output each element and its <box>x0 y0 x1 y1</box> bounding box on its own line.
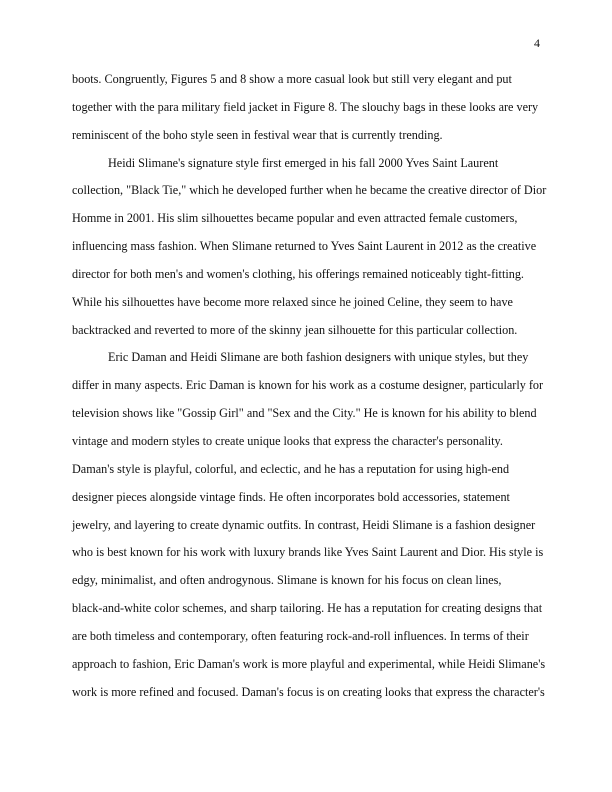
text-line: black-and-white color schemes, and sharp tailoring. He has a reputation for creating designs that <box>72 601 543 616</box>
text-line: differ in many aspects. Eric Daman is known for his work as a costume designer, particularly for <box>72 378 544 393</box>
text-line: Homme in 2001. His slim silhouettes became popular and even attracted female customers, <box>72 211 518 226</box>
text-line: While his silhouettes have become more relaxed since he joined Celine, they seem to have <box>72 294 513 309</box>
text-line: Eric Daman and Heidi Slimane are both fashion designers with unique styles, but they <box>108 350 529 365</box>
text-line: approach to fashion, Eric Daman's work is more playful and experimental, while Heidi Slimane's <box>72 656 546 671</box>
paragraph <box>72 150 547 345</box>
page-number: 4 <box>534 36 540 50</box>
text-line: edgy, minimalist, and often androgynous. Slimane is known for his focus on clean lines, <box>72 573 502 588</box>
text-line: backtracked and reverted to more of the skinny jean silhouette for this particular collection. <box>72 322 518 337</box>
paragraph <box>72 66 540 150</box>
text-line: together with the para military field jacket in Figure 8. The slouchy bags in these looks are very <box>72 99 539 114</box>
text-line: who is best known for his work with luxury brands like Yves Saint Laurent and Dior. His style is <box>72 545 544 560</box>
text-line: Daman's style is playful, colorful, and eclectic, and he has a reputation for using high-end <box>72 461 510 476</box>
text-line: television shows like "Gossip Girl" and "Sex and the City." He is known for his ability to blend <box>72 406 537 421</box>
text-line: designer pieces alongside vintage finds. He often incorporates bold accessories, statement <box>72 489 510 504</box>
text-line: jewelry, and layering to create dynamic outfits. In contrast, Heidi Slimane is a fashion designer <box>72 517 536 532</box>
text-line: reminiscent of the boho style seen in festival wear that is currently trending. <box>72 127 443 142</box>
paragraph <box>72 344 546 706</box>
text-line: vintage and modern styles to create unique looks that express the character's personality. <box>72 433 503 448</box>
text-line: influencing mass fashion. When Slimane returned to Yves Saint Laurent in 2012 as the creative <box>72 239 537 254</box>
text-line: Heidi Slimane's signature style first emerged in his fall 2000 Yves Saint Laurent <box>108 155 499 170</box>
text-line: collection, "Black Tie," which he developed further when he became the creative director of Dior <box>72 183 547 198</box>
text-line: director for both men's and women's clothing, his offerings remained noticeably tight-fitting. <box>72 266 524 281</box>
text-line: are both timeless and contemporary, often featuring rock-and-roll influences. In terms of their <box>72 628 529 643</box>
text-line: work is more refined and focused. Daman's focus is on creating looks that express the character's <box>72 684 545 699</box>
body-text <box>72 66 547 706</box>
text-line: boots. Congruently, Figures 5 and 8 show a more casual look but still very elegant and put <box>72 72 512 86</box>
